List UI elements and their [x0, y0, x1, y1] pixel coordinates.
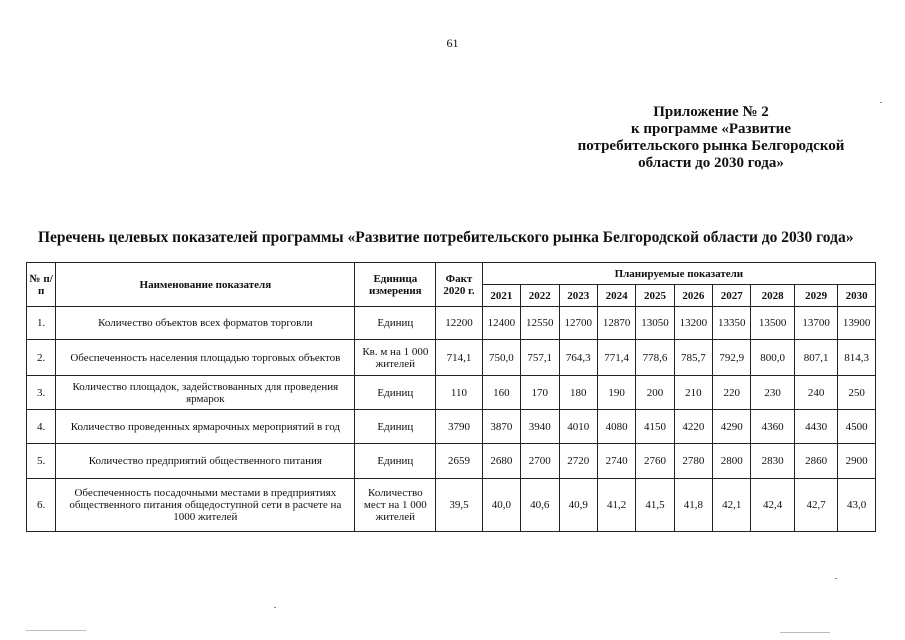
indicator-unit: Количество мест на 1 000 жителей	[355, 479, 436, 532]
planned-value: 13700	[794, 307, 837, 340]
row-number: 5.	[27, 444, 56, 479]
table-row	[27, 307, 876, 340]
indicator-name: Количество площадок, задействованных для проведения ярмарок	[56, 376, 355, 410]
planned-value: 3870	[482, 410, 520, 444]
table-row	[27, 340, 876, 376]
planned-value: 170	[521, 376, 559, 410]
planned-value: 778,6	[636, 340, 674, 376]
planned-value: 13350	[713, 307, 751, 340]
row-number: 2.	[27, 340, 56, 376]
fact-2020-value: 2659	[436, 444, 482, 479]
planned-value: 12550	[521, 307, 559, 340]
appendix-line-3: потребительского рынка Белгородской	[577, 138, 845, 154]
planned-value: 43,0	[838, 479, 876, 532]
indicator-name: Количество предприятий общественного питания	[56, 444, 355, 479]
header-year: 2023	[559, 285, 597, 307]
indicators-table	[26, 262, 876, 532]
fact-2020-value: 714,1	[436, 340, 482, 376]
planned-value: 250	[838, 376, 876, 410]
planned-value: 2830	[751, 444, 794, 479]
planned-value: 40,6	[521, 479, 559, 532]
header-year: 2026	[674, 285, 712, 307]
planned-value: 40,9	[559, 479, 597, 532]
document-title: Перечень целевых показателей программы «Развитие потребительского рынка Белгородской области до 2030 года»	[38, 229, 854, 246]
planned-value: 13050	[636, 307, 674, 340]
header-year: 2027	[713, 285, 751, 307]
table-row	[27, 376, 876, 410]
table-row	[27, 479, 876, 532]
planned-value: 771,4	[597, 340, 635, 376]
planned-value: 190	[597, 376, 635, 410]
header-year: 2021	[482, 285, 520, 307]
planned-value: 2760	[636, 444, 674, 479]
header-num: № п/п	[27, 263, 56, 307]
planned-value: 4290	[713, 410, 751, 444]
planned-value: 41,8	[674, 479, 712, 532]
planned-value: 4010	[559, 410, 597, 444]
indicator-unit: Единиц	[355, 376, 436, 410]
header-year: 2028	[751, 285, 794, 307]
planned-value: 785,7	[674, 340, 712, 376]
scan-speck	[880, 102, 882, 103]
planned-value: 41,2	[597, 479, 635, 532]
header-planned: Планируемые показатели	[482, 263, 875, 285]
planned-value: 814,3	[838, 340, 876, 376]
header-fact: Факт 2020 г.	[436, 263, 482, 307]
table-row	[27, 410, 876, 444]
planned-value: 4080	[597, 410, 635, 444]
indicator-name: Количество объектов всех форматов торговли	[56, 307, 355, 340]
table-row	[27, 444, 876, 479]
planned-value: 210	[674, 376, 712, 410]
planned-value: 42,4	[751, 479, 794, 532]
planned-value: 3940	[521, 410, 559, 444]
indicator-unit: Единиц	[355, 307, 436, 340]
row-number: 1.	[27, 307, 56, 340]
planned-value: 12400	[482, 307, 520, 340]
planned-value: 40,0	[482, 479, 520, 532]
indicator-name: Обеспеченность населения площадью торговых объектов	[56, 340, 355, 376]
planned-value: 13500	[751, 307, 794, 340]
planned-value: 2800	[713, 444, 751, 479]
planned-value: 180	[559, 376, 597, 410]
planned-value: 41,5	[636, 479, 674, 532]
appendix-header	[561, 104, 861, 172]
header-year: 2030	[838, 285, 876, 307]
planned-value: 12700	[559, 307, 597, 340]
indicator-name: Обеспеченность посадочными местами в предприятиях общественного питания общедоступной сети в расчете на 1000 жителей	[56, 479, 355, 532]
planned-value: 2740	[597, 444, 635, 479]
header-name: Наименование показателя	[56, 263, 355, 307]
planned-value: 230	[751, 376, 794, 410]
planned-value: 4500	[838, 410, 876, 444]
fact-2020-value: 12200	[436, 307, 482, 340]
planned-value: 13200	[674, 307, 712, 340]
header-year: 2025	[636, 285, 674, 307]
planned-value: 2680	[482, 444, 520, 479]
indicator-unit: Единиц	[355, 410, 436, 444]
planned-value: 4220	[674, 410, 712, 444]
fact-2020-value: 3790	[436, 410, 482, 444]
scan-edge	[26, 630, 86, 631]
planned-value: 42,7	[794, 479, 837, 532]
scan-speck	[835, 578, 837, 579]
planned-value: 2720	[559, 444, 597, 479]
planned-value: 2780	[674, 444, 712, 479]
planned-value: 2700	[521, 444, 559, 479]
row-number: 4.	[27, 410, 56, 444]
planned-value: 764,3	[559, 340, 597, 376]
appendix-line-4: области до 2030 года»	[638, 155, 784, 171]
appendix-line-1: Приложение № 2	[653, 104, 769, 120]
table-body	[27, 307, 876, 532]
planned-value: 220	[713, 376, 751, 410]
planned-value: 160	[482, 376, 520, 410]
indicator-name: Количество проведенных ярмарочных мероприятий в год	[56, 410, 355, 444]
planned-value: 792,9	[713, 340, 751, 376]
planned-value: 4360	[751, 410, 794, 444]
planned-value: 4430	[794, 410, 837, 444]
planned-value: 750,0	[482, 340, 520, 376]
fact-2020-value: 110	[436, 376, 482, 410]
planned-value: 13900	[838, 307, 876, 340]
planned-value: 4150	[636, 410, 674, 444]
appendix-line-2: к программе «Развитие	[631, 121, 791, 137]
scan-edge	[780, 632, 830, 633]
page-number: 61	[446, 36, 459, 50]
planned-value: 42,1	[713, 479, 751, 532]
planned-value: 2900	[838, 444, 876, 479]
planned-value: 800,0	[751, 340, 794, 376]
planned-value: 240	[794, 376, 837, 410]
planned-value: 12870	[597, 307, 635, 340]
header-year: 2024	[597, 285, 635, 307]
header-unit: Единица измерения	[355, 263, 436, 307]
fact-2020-value: 39,5	[436, 479, 482, 532]
row-number: 3.	[27, 376, 56, 410]
indicator-unit: Единиц	[355, 444, 436, 479]
planned-value: 200	[636, 376, 674, 410]
row-number: 6.	[27, 479, 56, 532]
indicator-unit: Кв. м на 1 000 жителей	[355, 340, 436, 376]
planned-value: 757,1	[521, 340, 559, 376]
header-year: 2029	[794, 285, 837, 307]
header-year: 2022	[521, 285, 559, 307]
planned-value: 2860	[794, 444, 837, 479]
planned-value: 807,1	[794, 340, 837, 376]
scan-speck	[274, 607, 276, 608]
